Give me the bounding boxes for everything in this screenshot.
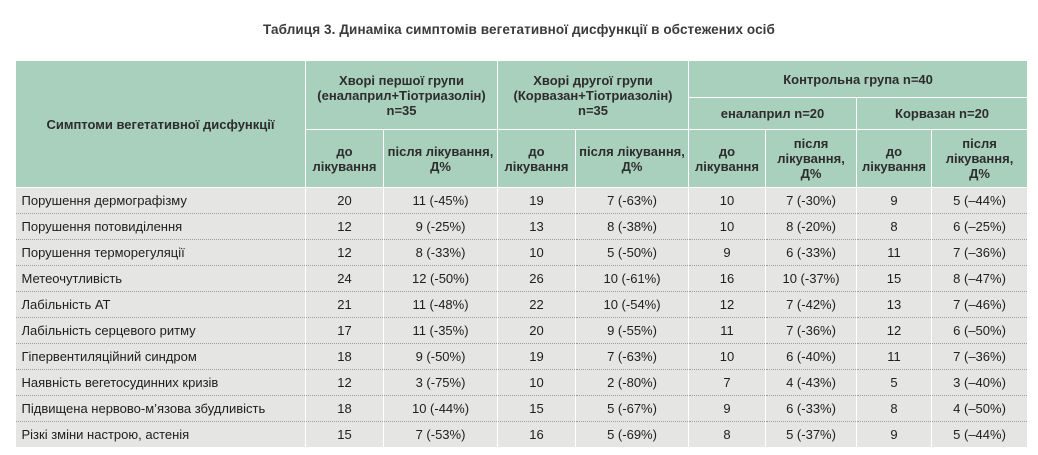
header-after: після лікування, Д% [932, 130, 1028, 188]
value-before: 13 [498, 214, 576, 240]
value-before: 12 [857, 318, 932, 344]
table-row [16, 396, 1028, 422]
symptom-name: Різкі зміни настрою, астенія [16, 422, 306, 448]
header-symptoms: Симптоми вегетативної дисфункції [16, 61, 306, 188]
value-before: 19 [498, 344, 576, 370]
value-after: 11 (-35%) [384, 318, 498, 344]
value-before: 10 [689, 344, 766, 370]
value-before: 11 [857, 240, 932, 266]
header-before: до лікування [689, 130, 766, 188]
value-after: 10 (-54%) [576, 292, 689, 318]
header-before: до лікування [857, 130, 932, 188]
value-before: 9 [857, 422, 932, 448]
value-after: 9 (-50%) [384, 344, 498, 370]
value-after: 3 (–40%) [932, 370, 1028, 396]
value-after: 9 (-55%) [576, 318, 689, 344]
value-after: 7 (–36%) [932, 344, 1028, 370]
value-after: 5 (-37%) [766, 422, 857, 448]
value-after: 7 (–36%) [932, 240, 1028, 266]
value-before: 8 [857, 214, 932, 240]
value-before: 20 [498, 318, 576, 344]
value-after: 8 (–47%) [932, 266, 1028, 292]
header-control-korvazan: Корвазан n=20 [857, 98, 1028, 130]
symptoms-table [15, 60, 1028, 447]
value-after: 7 (-42%) [766, 292, 857, 318]
value-before: 21 [306, 292, 384, 318]
value-before: 9 [689, 396, 766, 422]
header-after: після лікування, Д% [384, 130, 498, 188]
value-before: 17 [306, 318, 384, 344]
value-after: 5 (-50%) [576, 240, 689, 266]
value-before: 22 [498, 292, 576, 318]
table-row [16, 292, 1028, 318]
value-before: 9 [857, 188, 932, 214]
header-group1: Хворі першої групи (еналаприл+Тіотриазолін) n=35 [306, 61, 498, 130]
value-after: 7 (-36%) [766, 318, 857, 344]
value-before: 11 [689, 318, 766, 344]
value-before: 12 [306, 240, 384, 266]
value-after: 7 (-63%) [576, 344, 689, 370]
value-before: 16 [498, 422, 576, 448]
table-row [16, 240, 1028, 266]
symptom-name: Гіпервентиляційний синдром [16, 344, 306, 370]
value-before: 19 [498, 188, 576, 214]
value-after: 5 (–44%) [932, 422, 1028, 448]
value-after: 6 (–25%) [932, 214, 1028, 240]
value-after: 6 (-40%) [766, 344, 857, 370]
value-after: 5 (-67%) [576, 396, 689, 422]
value-before: 8 [689, 422, 766, 448]
value-before: 12 [306, 214, 384, 240]
value-after: 4 (–50%) [932, 396, 1028, 422]
value-after: 10 (-61%) [576, 266, 689, 292]
value-before: 7 [689, 370, 766, 396]
table-caption: Таблиця 3. Динаміка симптомів вегетативної дисфункції в обстежених осіб [263, 22, 775, 37]
symptom-name: Наявність вегетосудинних кризів [16, 370, 306, 396]
table-row [16, 370, 1028, 396]
value-before: 18 [306, 396, 384, 422]
value-after: 8 (-38%) [576, 214, 689, 240]
value-after: 6 (-33%) [766, 240, 857, 266]
value-before: 12 [306, 370, 384, 396]
header-control: Контрольна група n=40 [689, 61, 1028, 98]
value-after: 2 (-80%) [576, 370, 689, 396]
value-before: 12 [689, 292, 766, 318]
value-after: 10 (-37%) [766, 266, 857, 292]
value-after: 3 (-75%) [384, 370, 498, 396]
value-after: 4 (-43%) [766, 370, 857, 396]
value-before: 15 [498, 396, 576, 422]
value-before: 24 [306, 266, 384, 292]
value-after: 8 (-20%) [766, 214, 857, 240]
symptom-name: Порушення потовиділення [16, 214, 306, 240]
value-after: 6 (–50%) [932, 318, 1028, 344]
value-before: 15 [306, 422, 384, 448]
value-after: 7 (-63%) [576, 188, 689, 214]
symptom-name: Лабільність серцевого ритму [16, 318, 306, 344]
table-row [16, 214, 1028, 240]
value-before: 26 [498, 266, 576, 292]
value-before: 10 [689, 188, 766, 214]
table-row [16, 344, 1028, 370]
header-after: після лікування, Д% [766, 130, 857, 188]
value-before: 13 [857, 292, 932, 318]
header-group2: Хворі другої групи (Корвазан+Тіотриазолін) n=35 [498, 61, 689, 130]
value-after: 11 (-48%) [384, 292, 498, 318]
value-after: 7 (-53%) [384, 422, 498, 448]
header-control-enalapril: еналаприл n=20 [689, 98, 857, 130]
value-before: 5 [857, 370, 932, 396]
header-before: до лікування [498, 130, 576, 188]
table-row [16, 318, 1028, 344]
value-before: 20 [306, 188, 384, 214]
value-after: 5 (-69%) [576, 422, 689, 448]
symptom-name: Порушення дермографізму [16, 188, 306, 214]
symptom-name: Метеочутливість [16, 266, 306, 292]
value-before: 10 [498, 370, 576, 396]
header-after: після лікування, Д% [576, 130, 689, 188]
value-after: 7 (–46%) [932, 292, 1028, 318]
value-before: 9 [689, 240, 766, 266]
value-before: 18 [306, 344, 384, 370]
value-after: 11 (-45%) [384, 188, 498, 214]
table-row [16, 422, 1028, 448]
value-before: 8 [857, 396, 932, 422]
table-body [16, 188, 1028, 448]
value-before: 15 [857, 266, 932, 292]
value-after: 10 (-44%) [384, 396, 498, 422]
value-before: 11 [857, 344, 932, 370]
symptom-name: Лабільність АТ [16, 292, 306, 318]
value-before: 10 [498, 240, 576, 266]
header-before: до лікування [306, 130, 384, 188]
value-after: 5 (–44%) [932, 188, 1028, 214]
value-after: 9 (-25%) [384, 214, 498, 240]
table-row [16, 266, 1028, 292]
value-after: 7 (-30%) [766, 188, 857, 214]
value-before: 10 [689, 214, 766, 240]
table-row [16, 188, 1028, 214]
value-before: 16 [689, 266, 766, 292]
value-after: 6 (-33%) [766, 396, 857, 422]
symptom-name: Підвищена нервово-м’язова збудливість [16, 396, 306, 422]
value-after: 8 (-33%) [384, 240, 498, 266]
symptom-name: Порушення терморегуляції [16, 240, 306, 266]
value-after: 12 (-50%) [384, 266, 498, 292]
